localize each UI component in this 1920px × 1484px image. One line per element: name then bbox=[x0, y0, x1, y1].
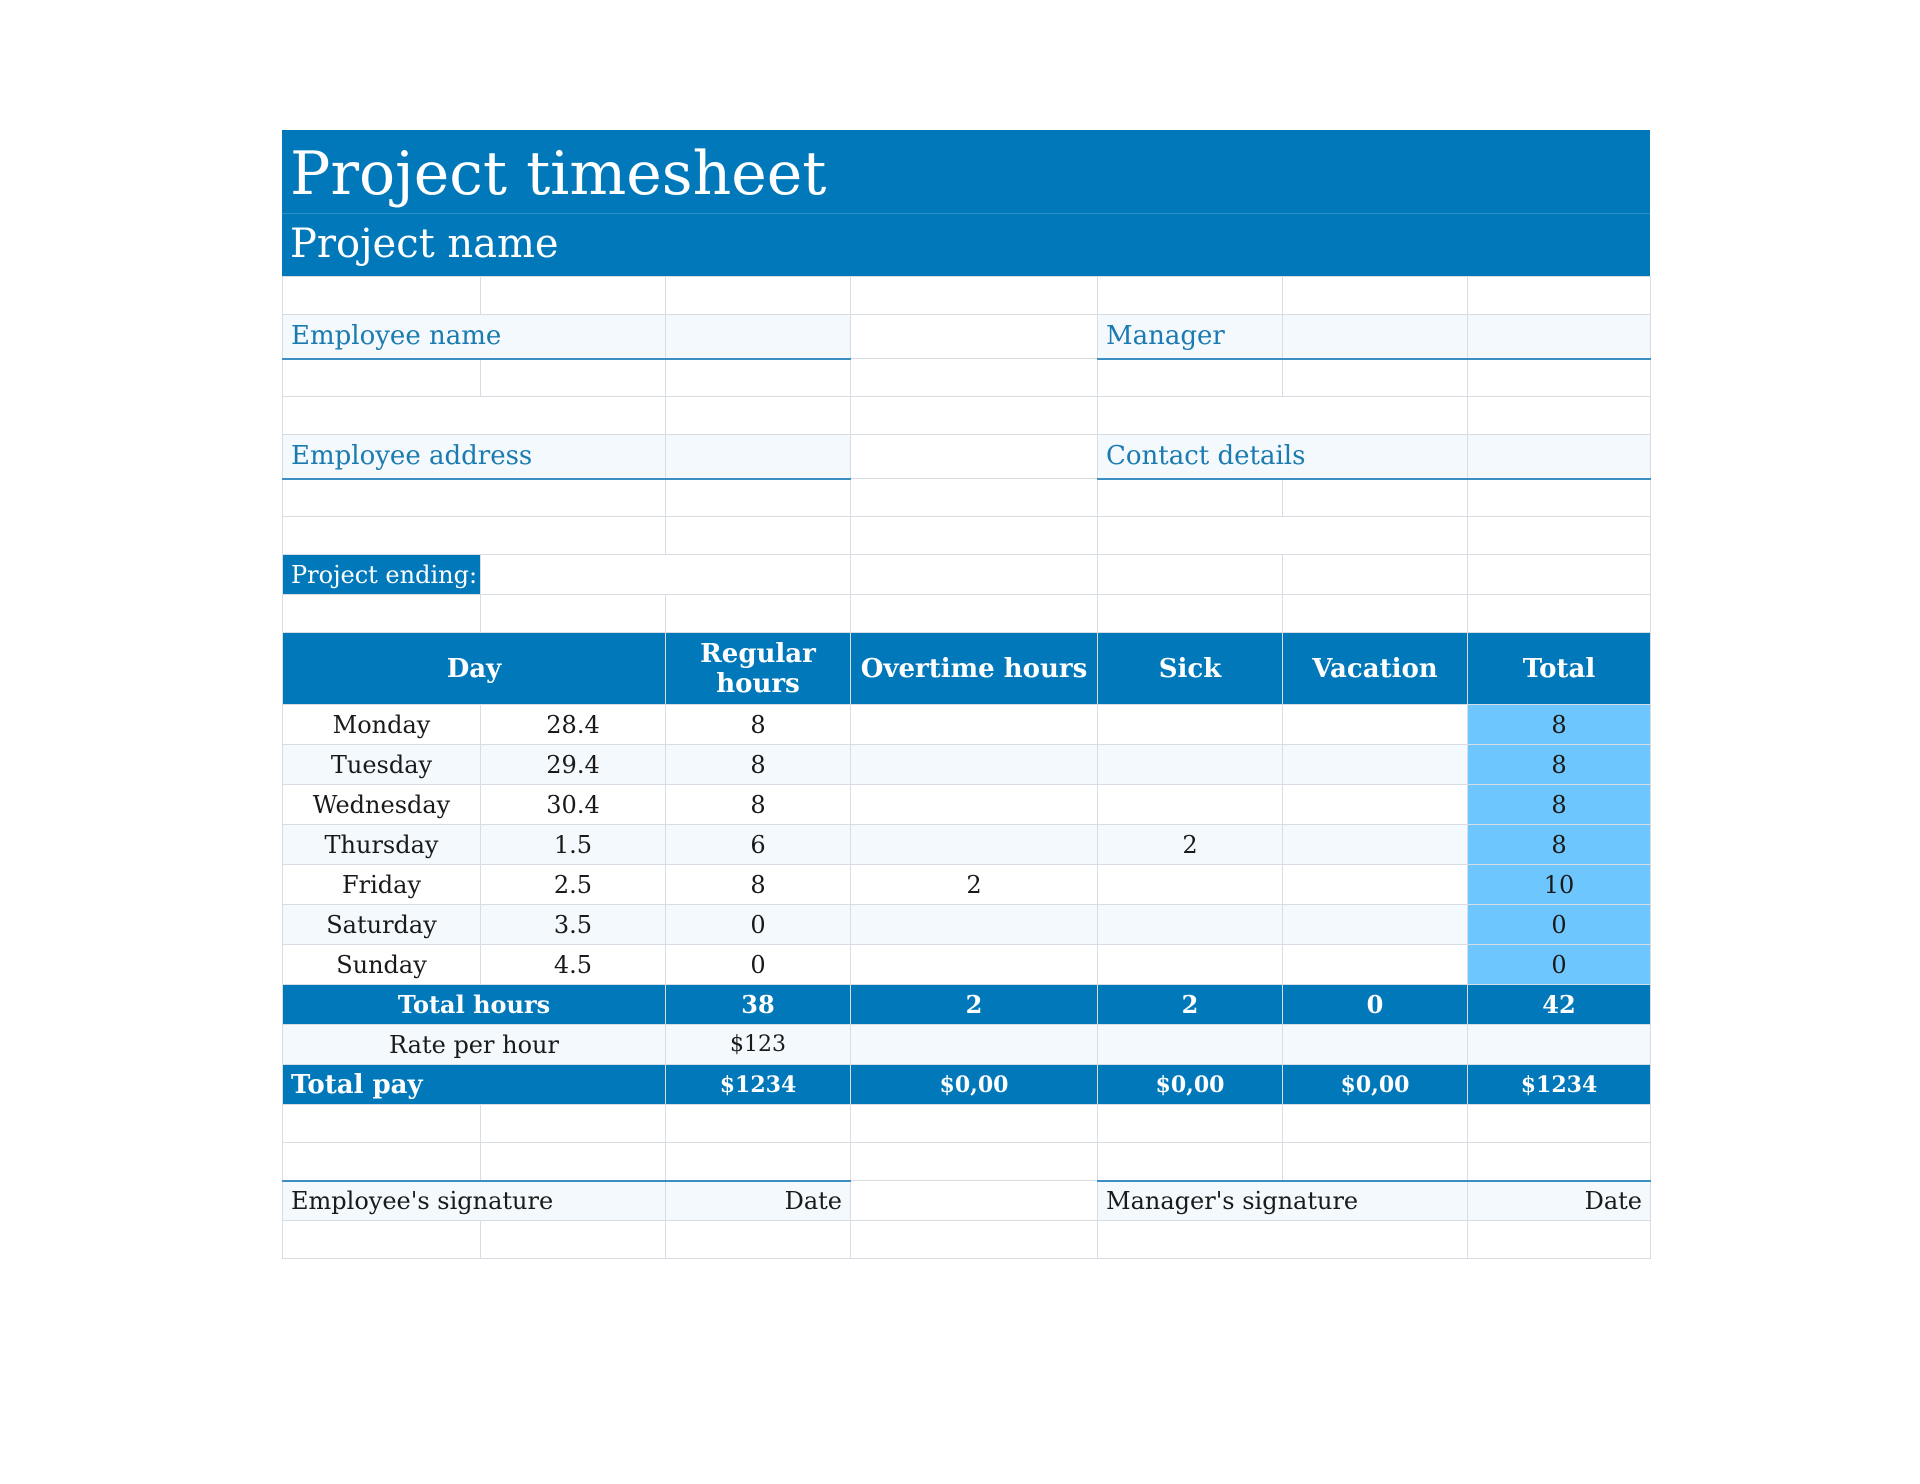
cell[interactable] bbox=[1098, 595, 1283, 633]
regular-hours-cell[interactable]: 6 bbox=[666, 825, 851, 865]
manager-label: Manager bbox=[1098, 315, 1283, 359]
cell[interactable] bbox=[1098, 359, 1283, 397]
value-cell[interactable]: 28.4 bbox=[481, 705, 666, 745]
table-row bbox=[283, 825, 1651, 865]
manager-field-2[interactable] bbox=[1468, 315, 1651, 359]
sick-cell[interactable] bbox=[1098, 705, 1283, 745]
rate-sick[interactable] bbox=[1098, 1025, 1283, 1065]
rate-overtime[interactable] bbox=[851, 1025, 1098, 1065]
cell[interactable] bbox=[481, 277, 666, 315]
overtime-cell[interactable] bbox=[851, 905, 1098, 945]
rate-regular[interactable]: $123 bbox=[666, 1025, 851, 1065]
cell[interactable] bbox=[1283, 479, 1468, 517]
employee-name-label: Employee name bbox=[283, 315, 666, 359]
cell[interactable] bbox=[1098, 277, 1283, 315]
cell[interactable] bbox=[283, 359, 481, 397]
cell[interactable] bbox=[851, 479, 1098, 517]
cell[interactable] bbox=[1468, 1105, 1651, 1143]
timesheet bbox=[282, 130, 1650, 1259]
cell[interactable] bbox=[666, 359, 851, 397]
cell[interactable] bbox=[666, 397, 851, 435]
cell[interactable] bbox=[481, 359, 666, 397]
regular-hours-cell[interactable]: 0 bbox=[666, 905, 851, 945]
table-row bbox=[283, 785, 1651, 825]
sick-cell[interactable] bbox=[1098, 865, 1283, 905]
blank-row bbox=[283, 359, 1651, 397]
cell[interactable] bbox=[1468, 1221, 1651, 1259]
header-sick: Sick bbox=[1098, 633, 1283, 705]
table-row bbox=[283, 945, 1651, 985]
cell[interactable] bbox=[1283, 359, 1468, 397]
total-cell: 8 bbox=[1468, 745, 1651, 785]
table-header bbox=[283, 633, 1651, 705]
total-cell: 8 bbox=[1468, 825, 1651, 865]
blank-row bbox=[283, 277, 1651, 315]
project-ending-label: Project ending: bbox=[283, 555, 481, 595]
vacation-cell[interactable] bbox=[1283, 825, 1468, 865]
sick-cell[interactable]: 2 bbox=[1098, 825, 1283, 865]
total-hours-label: Total hours bbox=[283, 985, 666, 1025]
cell[interactable] bbox=[283, 397, 666, 435]
cell[interactable] bbox=[283, 277, 481, 315]
cell[interactable] bbox=[1468, 479, 1651, 517]
cell[interactable] bbox=[1283, 1143, 1468, 1181]
value-cell[interactable]: 4.5 bbox=[481, 945, 666, 985]
total-cell: 8 bbox=[1468, 705, 1651, 745]
vacation-cell[interactable] bbox=[1283, 865, 1468, 905]
cell[interactable] bbox=[1098, 479, 1283, 517]
cell[interactable] bbox=[283, 595, 481, 633]
vacation-cell[interactable] bbox=[1283, 745, 1468, 785]
cell[interactable] bbox=[283, 1143, 481, 1181]
overtime-cell[interactable]: 2 bbox=[851, 865, 1098, 905]
manager-signature[interactable]: Manager's signature bbox=[1098, 1181, 1468, 1221]
cell[interactable] bbox=[1283, 277, 1468, 315]
rate-row bbox=[283, 1025, 1651, 1065]
total-sick: 2 bbox=[1098, 985, 1283, 1025]
project-ending-field[interactable] bbox=[481, 555, 851, 595]
pay-regular: $1234 bbox=[666, 1065, 851, 1105]
page-title: Project timesheet bbox=[282, 130, 1650, 214]
table-row bbox=[283, 745, 1651, 785]
cell[interactable] bbox=[283, 1221, 481, 1259]
employee-manager-row bbox=[283, 315, 1651, 359]
cell[interactable] bbox=[481, 1221, 666, 1259]
employee-signature[interactable]: Employee's signature bbox=[283, 1181, 666, 1221]
blank-row bbox=[283, 1105, 1651, 1143]
table-row bbox=[283, 705, 1651, 745]
sick-cell[interactable] bbox=[1098, 745, 1283, 785]
header-day: Day bbox=[283, 633, 666, 705]
header-vacation: Vacation bbox=[1283, 633, 1468, 705]
sick-cell[interactable] bbox=[1098, 945, 1283, 985]
cell[interactable] bbox=[1468, 595, 1651, 633]
cell[interactable] bbox=[1098, 555, 1283, 595]
cell[interactable] bbox=[283, 517, 666, 555]
sick-cell[interactable] bbox=[1098, 905, 1283, 945]
cell[interactable] bbox=[1098, 517, 1468, 555]
timesheet-grid bbox=[282, 276, 1651, 1259]
cell[interactable] bbox=[666, 277, 851, 315]
cell[interactable] bbox=[1283, 555, 1468, 595]
employee-address-label: Employee address bbox=[283, 435, 666, 479]
value-cell[interactable]: 1.5 bbox=[481, 825, 666, 865]
overtime-cell[interactable] bbox=[851, 705, 1098, 745]
signature-row bbox=[283, 1181, 1651, 1221]
total-cell: 0 bbox=[1468, 945, 1651, 985]
rate-label: Rate per hour bbox=[283, 1025, 666, 1065]
vacation-cell[interactable] bbox=[1283, 945, 1468, 985]
total-regular: 38 bbox=[666, 985, 851, 1025]
blank-row bbox=[283, 517, 1651, 555]
cell[interactable] bbox=[283, 1105, 481, 1143]
day-cell: Saturday bbox=[283, 905, 481, 945]
cell[interactable] bbox=[1468, 277, 1651, 315]
employee-name-field[interactable] bbox=[666, 315, 851, 359]
day-cell: Sunday bbox=[283, 945, 481, 985]
regular-hours-cell[interactable]: 8 bbox=[666, 745, 851, 785]
total-cell: 8 bbox=[1468, 785, 1651, 825]
pay-vacation: $0,00 bbox=[1283, 1065, 1468, 1105]
manager-field[interactable] bbox=[1283, 315, 1468, 359]
cell[interactable] bbox=[1283, 595, 1468, 633]
manager-signature-date[interactable]: Date bbox=[1468, 1181, 1651, 1221]
day-cell: Thursday bbox=[283, 825, 481, 865]
cell[interactable] bbox=[1098, 1105, 1283, 1143]
day-cell: Monday bbox=[283, 705, 481, 745]
address-contact-row bbox=[283, 435, 1651, 479]
cell[interactable] bbox=[1468, 517, 1651, 555]
total-overtime: 2 bbox=[851, 985, 1098, 1025]
cell[interactable] bbox=[481, 1105, 666, 1143]
cell[interactable] bbox=[1098, 397, 1468, 435]
cell[interactable] bbox=[283, 479, 666, 517]
pay-sick: $0,00 bbox=[1098, 1065, 1283, 1105]
cell[interactable] bbox=[851, 1143, 1098, 1181]
regular-hours-cell[interactable]: 0 bbox=[666, 945, 851, 985]
total-hours-row bbox=[283, 985, 1651, 1025]
vacation-cell[interactable] bbox=[1283, 705, 1468, 745]
cell[interactable] bbox=[851, 435, 1098, 479]
regular-hours-cell[interactable]: 8 bbox=[666, 865, 851, 905]
contact-details-field[interactable] bbox=[1468, 435, 1651, 479]
cell[interactable] bbox=[666, 517, 851, 555]
cell[interactable] bbox=[851, 397, 1098, 435]
cell[interactable] bbox=[1468, 397, 1651, 435]
overtime-cell[interactable] bbox=[851, 825, 1098, 865]
cell[interactable] bbox=[666, 595, 851, 633]
table-row bbox=[283, 865, 1651, 905]
blank-row bbox=[283, 1143, 1651, 1181]
overtime-cell[interactable] bbox=[851, 945, 1098, 985]
rate-vacation[interactable] bbox=[1283, 1025, 1468, 1065]
project-name[interactable]: Project name bbox=[282, 214, 1650, 276]
cell[interactable] bbox=[851, 595, 1098, 633]
blank-row bbox=[283, 479, 1651, 517]
day-cell: Tuesday bbox=[283, 745, 481, 785]
total-cell: 10 bbox=[1468, 865, 1651, 905]
total-pay-row bbox=[283, 1065, 1651, 1105]
total-vacation: 0 bbox=[1283, 985, 1468, 1025]
day-cell: Friday bbox=[283, 865, 481, 905]
employee-signature-date[interactable]: Date bbox=[666, 1181, 851, 1221]
regular-hours-cell[interactable]: 8 bbox=[666, 785, 851, 825]
cell[interactable] bbox=[851, 315, 1098, 359]
cell[interactable] bbox=[1098, 1143, 1283, 1181]
blank-row bbox=[283, 397, 1651, 435]
cell[interactable] bbox=[851, 1181, 1098, 1221]
cell[interactable] bbox=[851, 277, 1098, 315]
blank-row bbox=[283, 595, 1651, 633]
value-cell[interactable]: 29.4 bbox=[481, 745, 666, 785]
rate-total[interactable] bbox=[1468, 1025, 1651, 1065]
total-pay-label: Total pay bbox=[283, 1065, 666, 1105]
value-cell[interactable]: 3.5 bbox=[481, 905, 666, 945]
blank-row bbox=[283, 1221, 1651, 1259]
cell[interactable] bbox=[666, 479, 851, 517]
cell[interactable] bbox=[851, 517, 1098, 555]
header-regular-hours: Regular hours bbox=[666, 633, 851, 705]
contact-details-label: Contact details bbox=[1098, 435, 1468, 479]
pay-total: $1234 bbox=[1468, 1065, 1651, 1105]
pay-overtime: $0,00 bbox=[851, 1065, 1098, 1105]
project-ending-row bbox=[283, 555, 1651, 595]
overtime-cell[interactable] bbox=[851, 785, 1098, 825]
cell[interactable] bbox=[666, 1221, 851, 1259]
cell[interactable] bbox=[851, 1221, 1098, 1259]
table-row bbox=[283, 905, 1651, 945]
cell[interactable] bbox=[481, 595, 666, 633]
employee-address-field[interactable] bbox=[666, 435, 851, 479]
cell[interactable] bbox=[851, 1105, 1098, 1143]
cell[interactable] bbox=[1468, 359, 1651, 397]
cell[interactable] bbox=[1468, 1143, 1651, 1181]
overtime-cell[interactable] bbox=[851, 745, 1098, 785]
cell[interactable] bbox=[851, 555, 1098, 595]
cell[interactable] bbox=[666, 1143, 851, 1181]
value-cell[interactable]: 30.4 bbox=[481, 785, 666, 825]
day-cell: Wednesday bbox=[283, 785, 481, 825]
vacation-cell[interactable] bbox=[1283, 785, 1468, 825]
total-all: 42 bbox=[1468, 985, 1651, 1025]
regular-hours-cell[interactable]: 8 bbox=[666, 705, 851, 745]
vacation-cell[interactable] bbox=[1283, 905, 1468, 945]
value-cell[interactable]: 2.5 bbox=[481, 865, 666, 905]
header-overtime-hours: Overtime hours bbox=[851, 633, 1098, 705]
cell[interactable] bbox=[1283, 1105, 1468, 1143]
cell[interactable] bbox=[851, 359, 1098, 397]
cell[interactable] bbox=[1468, 555, 1651, 595]
cell[interactable] bbox=[481, 1143, 666, 1181]
cell[interactable] bbox=[666, 1105, 851, 1143]
cell[interactable] bbox=[1098, 1221, 1468, 1259]
header-total: Total bbox=[1468, 633, 1651, 705]
sick-cell[interactable] bbox=[1098, 785, 1283, 825]
total-cell: 0 bbox=[1468, 905, 1651, 945]
